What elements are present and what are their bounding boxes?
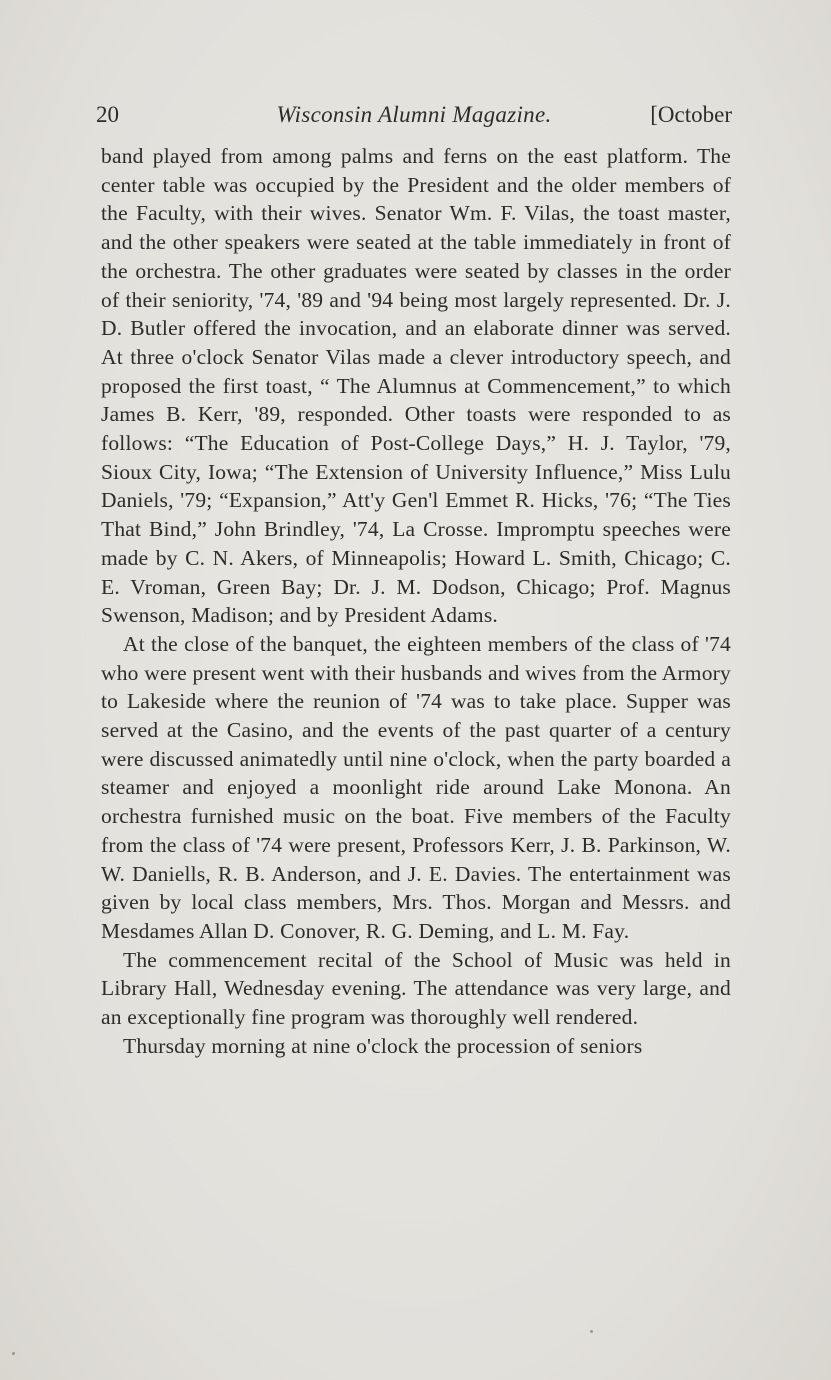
paragraph-banquet: band played from among palms and ferns on the east platform. The center table was occupied by the President and the older members of the Faculty, with their wives. Senator Wm. F. Vilas, the toast master, and the other speakers were seated at the table immediately in front of the orchestra. The other graduates were seated by classes in the order of their seniority, '74, '89 and '94 being most largely represented. Dr. J. D. Butler offered the invocation, and an elaborate dinner was served. At three o'clock Senator Vilas made a clever introductory speech, and proposed the first toast, “ The Alumnus at Commencement,” to which James B. Kerr, '89, responded. Other toasts were responded to as follows: “The Education of Post-College Days,” H. J. Taylor, '79, Sioux City, Iowa; “The Extension of University Influence,” Miss Lulu Daniels, '79; “Expansion,” Att'y Gen'l Emmet R. Hicks, '76; “The Ties That Bind,” John Brindley, '74, La Crosse. Impromptu speeches were made by C. N. Akers, of Minneapolis; Howard L. Smith, Chicago; C. E. Vroman, Green Bay; Dr. J. M. Dodson, Chicago; Prof. Magnus Swenson, Madison; and by President Adams.	[101, 144, 731, 628]
paragraph-music-recital: The commencement recital of the School of Music was held in Library Hall, Wednesday evening. The attendance was very large, and an exceptionally fine program was thoroughly well rendered.	[101, 947, 731, 1030]
article-body	[101, 142, 731, 1061]
running-head	[96, 98, 732, 132]
page-number: 20	[96, 102, 119, 127]
paper-speck	[12, 1352, 15, 1355]
paragraph-procession: Thursday morning at nine o'clock the procession of seniors	[123, 1033, 643, 1058]
issue-month: [October	[650, 102, 732, 127]
paragraph-class-reunion: At the close of the banquet, the eighteen members of the class of '74 who were present went with their husbands and wives from the Armory to Lakeside where the reunion of '74 was to take place. Supper was served at the Casino, and the events of the past quarter of a century were discussed animatedly until nine o'clock, when the party boarded a steamer and enjoyed a moonlight ride around Lake Monona. An orchestra furnished music on the boat. Five members of the Faculty from the class of '74 were present, Professors Kerr, J. B. Parkinson, W. W. Daniells, R. B. Anderson, and J. E. Davies. The entertainment was given by local class members, Mrs. Thos. Morgan and Messrs. and Mesdames Allan D. Conover, R. G. Deming, and L. M. Fay.	[101, 631, 731, 943]
paper-speck	[590, 1330, 593, 1333]
journal-title: Wisconsin Alumni Magazine.	[276, 102, 552, 127]
